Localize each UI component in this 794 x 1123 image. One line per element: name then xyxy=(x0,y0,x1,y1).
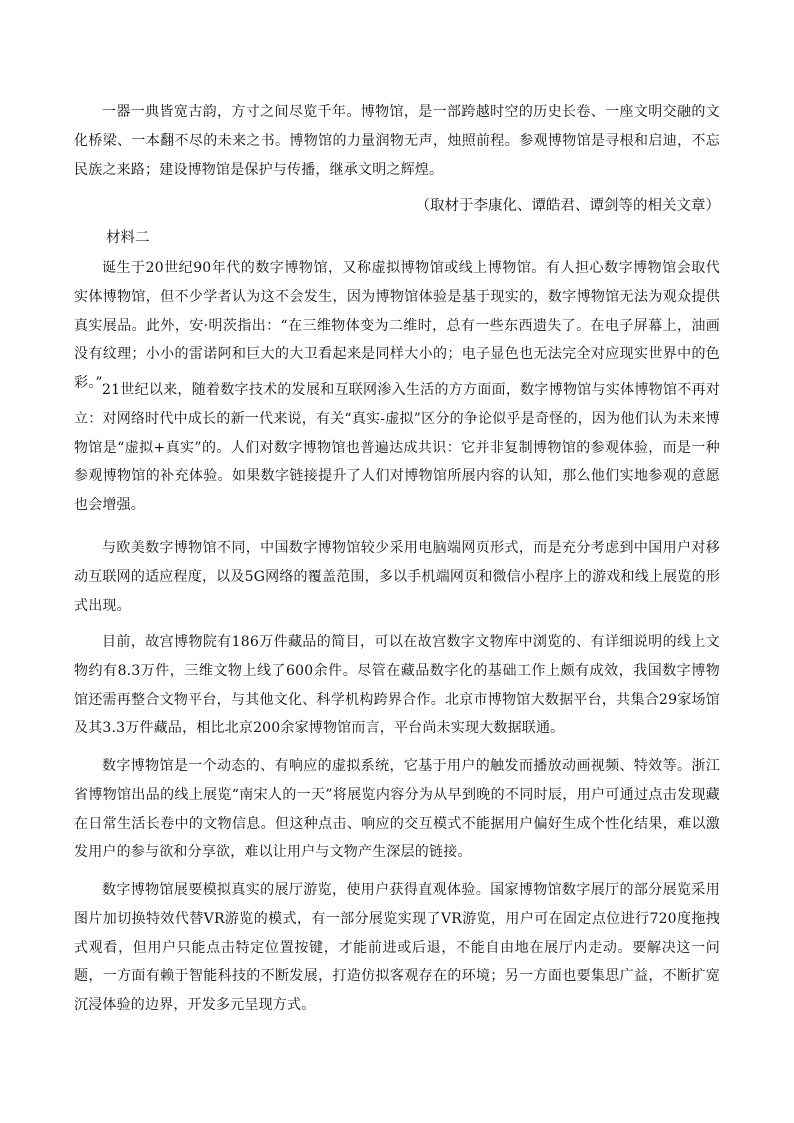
paragraph: 与欧美数字博物馆不同，中国数字博物馆较少采用电脑端网页形式，而是充分考虑到中国用户对移动互联网的适应程度，以及5G网络的覆盖范围，多以手机端网页和微信小程序上的游戏和线上展览的形式出现。 xyxy=(74,540,720,614)
paragraph: 数字博物馆展要模拟真实的展厅游览，使用户获得直观体验。国家博物馆数字展厅的部分展览采用图片加切换特效代替VR游览的模式，有一部分展览实现了VR游览，用户可在固定点位进行720度拖拽式观看，但用户只能点击特定位置按键，才能前进或后退，不能自由地在展厅内走动。要解决这一问题，一方面有赖于智能科技的不断发展，打造仿拟客观存在的环境；另一方面也要集思广益，不断扩宽沉浸体验的边界，开发多元呈现方式。 xyxy=(74,882,720,1014)
material-two-p2-block xyxy=(74,376,720,520)
material-two-p5-block xyxy=(74,752,720,867)
source-citation-block xyxy=(74,192,720,220)
material-one-section xyxy=(74,98,720,184)
material-two-p4-block xyxy=(74,628,720,743)
section-heading: 材料二 xyxy=(106,230,150,246)
material-two-p6-block xyxy=(74,876,720,1020)
material-two-p3-block xyxy=(74,534,720,620)
paragraph: 诞生于20世纪90年代的数字博物馆，又称虚拟博物馆或线上博物馆。有人担心数字博物馆会取代实体博物馆，但不少学者认为这不会发生，因为博物馆体验是基于现实的，数字博物馆无法为观众提供真实展品。此外，安·明茨指出：“在三维物体变为二维时，总有一些东西遗失了。在电子屏幕上，油画没有纹理；小小的雷诺阿和巨大的大卫看起来是同样大小的；电子显色也无法完全对应现实世界中的色彩。” xyxy=(74,260,720,392)
paragraph: 一器一典皆宽古韵，方寸之间尽览千年。博物馆，是一部跨越时空的历史长卷、一座文明交融的文化桥梁、一本翻不尽的未来之书。博物馆的力量润物无声，烛照前程。参观博物馆是寻根和启迪，不忘民族之来路；建设博物馆是保护与传播，继承文明之辉煌。 xyxy=(74,104,720,178)
source-citation: （取材于李康化、谭皓君、谭剑等的相关文章） xyxy=(415,198,720,214)
paragraph: 数字博物馆是一个动态的、有响应的虚拟系统，它基于用户的触发而播放动画视频、特效等。浙江省博物馆出品的线上展览“南宋人的一天”将展览内容分为从早到晚的不同时辰，用户可通过点击发现藏在日常生活长卷中的文物信息。但这种点击、响应的交互模式不能据用户偏好生成个性化结果，难以激发用户的参与欲和分享欲，难以让用户与文物产生深层的链接。 xyxy=(74,758,720,861)
paragraph: 21世纪以来，随着数字技术的发展和互联网渗入生活的方方面面，数字博物馆与实体博物馆不再对立：对网络时代中成长的新一代来说，有关“真实-虚拟”区分的争论似乎是奇怪的，因为他们认为未来博物馆是“虚拟+真实”的。人们对数字博物馆也普遍达成共识：它并非复制博物馆的参观体验，而是一种参观博物馆的补充体验。如果数字链接提升了人们对博物馆所展内容的认知，那么他们实地参观的意愿也会增强。 xyxy=(74,382,720,514)
material-two-heading-block xyxy=(74,224,720,252)
paragraph: 目前，故宫博物院有186万件藏品的简目，可以在故宫数字文物库中浏览的、有详细说明的线上文物约有8.3万件，三维文物上线了600余件。尽管在藏品数字化的基础工作上颇有成效，我国数字博物馆还需再整合文物平台，与其他文化、科学机构跨界合作。北京市博物馆大数据平台，共集合29家场馆及其3.3万件藏品，相比北京200余家博物馆而言，平台尚未实现大数据联通。 xyxy=(74,634,720,737)
